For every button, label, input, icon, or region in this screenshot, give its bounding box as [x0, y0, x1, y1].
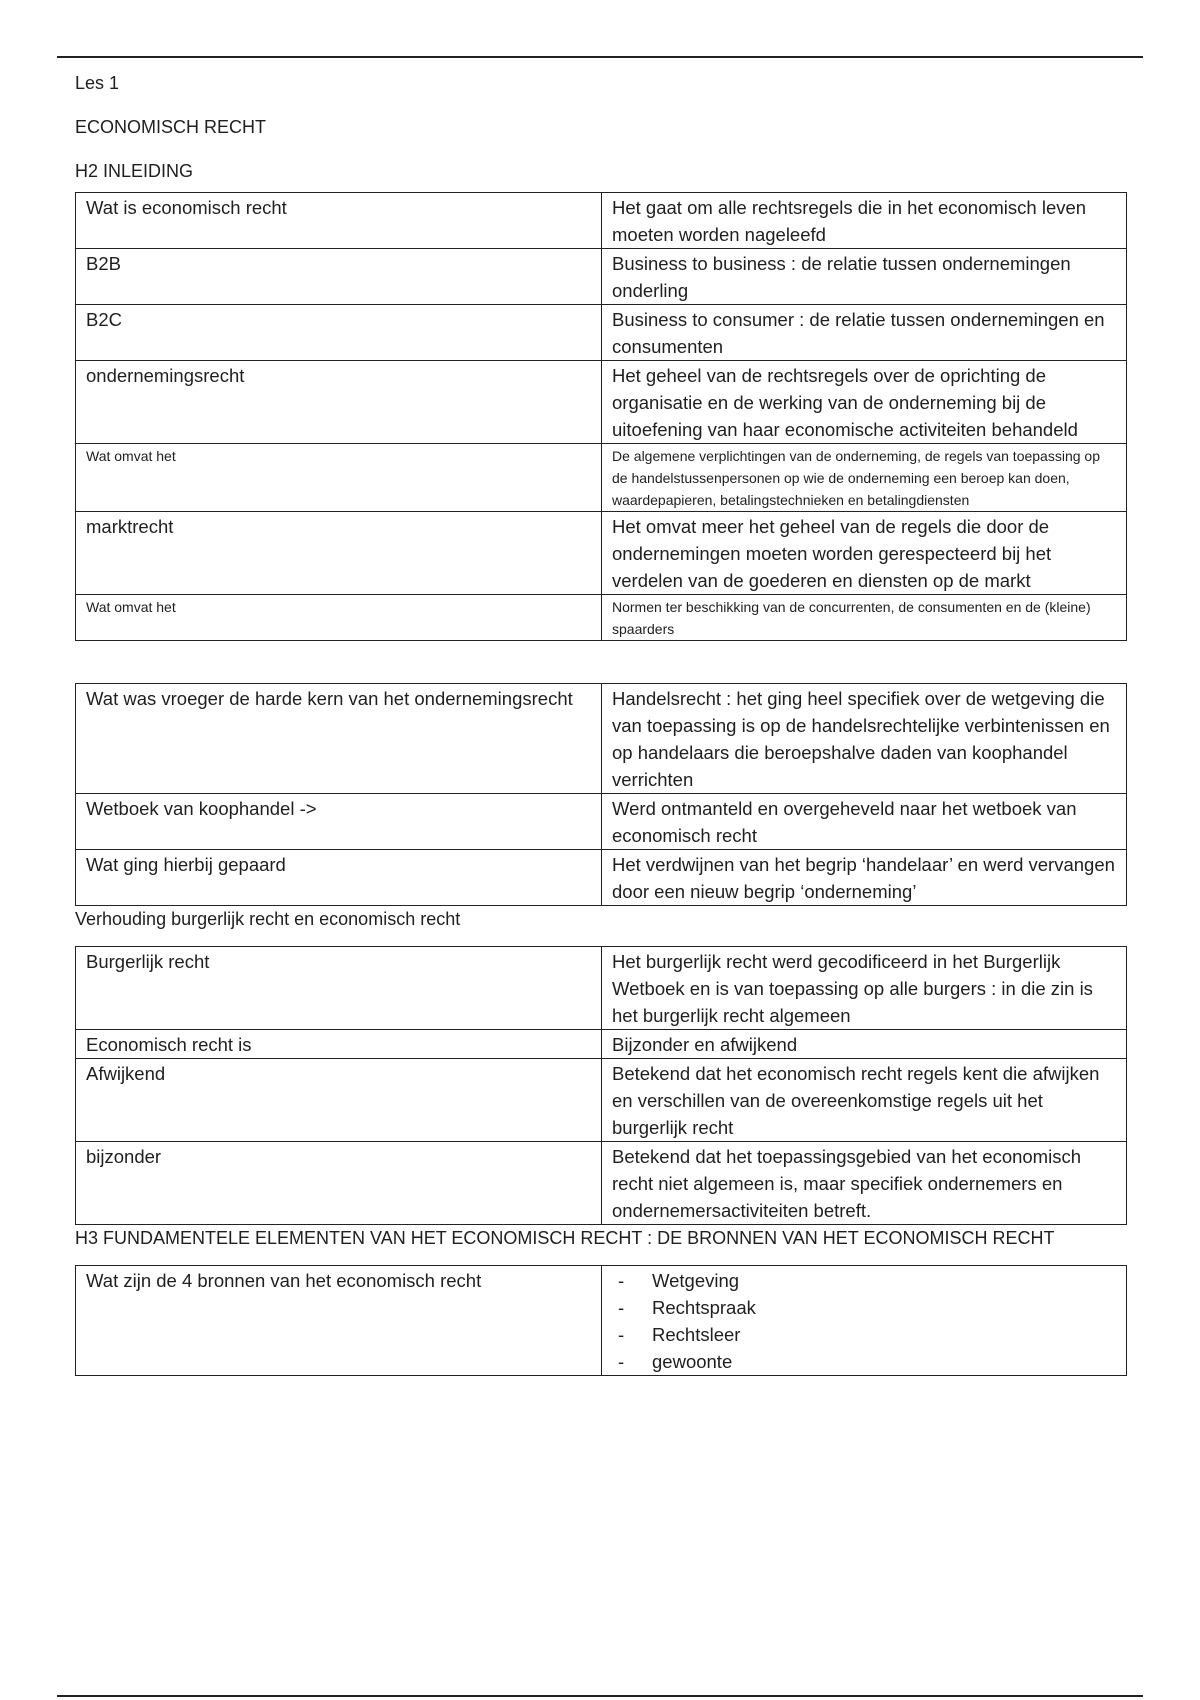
definition-cell: Bijzonder en afwijkend — [602, 1030, 1127, 1059]
table-row — [76, 512, 1127, 595]
term-cell: Afwijkend — [76, 1059, 602, 1142]
term-cell: B2B — [76, 249, 602, 305]
list-item: - Rechtsleer — [612, 1321, 1116, 1348]
table-row — [76, 1030, 1127, 1059]
table-row — [76, 193, 1127, 249]
definition-cell: Handelsrecht : het ging heel specifiek over de wetgeving die van toepassing is op de handelsrechtelijke verbintenissen en op handelaars die beroepshalve daden van koophandel verrichten — [602, 684, 1127, 794]
lesson-label: Les 1 — [75, 73, 120, 93]
table-row — [76, 1266, 1127, 1376]
term-cell: Wat zijn de 4 bronnen van het economisch recht — [76, 1266, 602, 1376]
definitions-table-inleiding — [75, 192, 1127, 641]
section-heading-h3: H3 FUNDAMENTELE ELEMENTEN VAN HET ECONOMISCH RECHT : DE BRONNEN VAN HET ECONOMISCH RECHT — [75, 1228, 1055, 1248]
term-cell: Wat is economisch recht — [76, 193, 602, 249]
definition-cell: Werd ontmanteld en overgeheveld naar het wetboek van economisch recht — [602, 794, 1127, 850]
top-rule — [57, 56, 1143, 58]
definition-cell: Het omvat meer het geheel van de regels die door de ondernemingen moeten worden gerespecteerd bij het verdelen van de goederen en diensten op de markt — [602, 512, 1127, 595]
list-item: - Wetgeving — [612, 1267, 1116, 1294]
term-cell: marktrecht — [76, 512, 602, 595]
table-row — [76, 684, 1127, 794]
term-cell: Wetboek van koophandel -> — [76, 794, 602, 850]
table-row — [76, 1142, 1127, 1225]
course-title: ECONOMISCH RECHT — [75, 117, 267, 137]
definitions-table-verhouding — [75, 946, 1127, 1225]
definition-cell: Het burgerlijk recht werd gecodificeerd in het Burgerlijk Wetboek en is van toepassing op alle burgers : in die zin is het burgerlijk recht algemeen — [602, 947, 1127, 1030]
definition-cell: Business to consumer : de relatie tussen ondernemingen en consumenten — [602, 305, 1127, 361]
definition-cell: Het geheel van de rechtsregels over de oprichting de organisatie en de werking van de onderneming bij de uitoefening van haar economische activiteiten behandeld — [602, 361, 1127, 444]
definition-cell: Het gaat om alle rechtsregels die in het economisch leven moeten worden nageleefd — [602, 193, 1127, 249]
term-cell: Economisch recht is — [76, 1030, 602, 1059]
definition-cell: Het verdwijnen van het begrip ‘handelaar’ en werd vervangen door een nieuw begrip ‘onderneming’ — [602, 850, 1127, 906]
term-cell: B2C — [76, 305, 602, 361]
table-row — [76, 595, 1127, 641]
sources-list — [612, 1267, 1116, 1375]
table-row — [76, 850, 1127, 906]
table-row — [76, 794, 1127, 850]
term-cell: ondernemingsrecht — [76, 361, 602, 444]
definition-cell: Normen ter beschikking van de concurrenten, de consumenten en de (kleine) spaarders — [602, 595, 1127, 641]
term-cell: Wat omvat het — [76, 444, 602, 512]
bottom-rule — [57, 1695, 1143, 1697]
chapter-heading: H2 INLEIDING — [75, 161, 194, 181]
term-cell: bijzonder — [76, 1142, 602, 1225]
table-row — [76, 1059, 1127, 1142]
table-row — [76, 444, 1127, 512]
definitions-table-bronnen — [75, 1265, 1127, 1376]
term-cell: Wat omvat het — [76, 595, 602, 641]
list-item: - gewoonte — [612, 1348, 1116, 1375]
table-row — [76, 249, 1127, 305]
document-body — [75, 70, 1130, 1376]
table-row — [76, 947, 1127, 1030]
definition-cell — [602, 1266, 1127, 1376]
table-row — [76, 305, 1127, 361]
term-cell: Wat ging hierbij gepaard — [76, 850, 602, 906]
definition-cell: Betekend dat het toepassingsgebied van het economisch recht niet algemeen is, maar specifiek ondernemers en ondernemersactiviteiten betreft. — [602, 1142, 1127, 1225]
list-item: - Rechtspraak — [612, 1294, 1116, 1321]
section-heading-verhouding: Verhouding burgerlijk recht en economisch recht — [75, 909, 461, 929]
term-cell: Burgerlijk recht — [76, 947, 602, 1030]
term-cell: Wat was vroeger de harde kern van het ondernemingsrecht — [76, 684, 602, 794]
table-row — [76, 361, 1127, 444]
definition-cell: De algemene verplichtingen van de onderneming, de regels van toepassing op de handelstussenpersonen op wie de onderneming een beroep kan doen, waardepapieren, betalingstechnieken en betalingdiensten — [602, 444, 1127, 512]
definition-cell: Betekend dat het economisch recht regels kent die afwijken en verschillen van de overeenkomstige regels uit het burgerlijk recht — [602, 1059, 1127, 1142]
definitions-table-handelsrecht — [75, 683, 1127, 906]
definition-cell: Business to business : de relatie tussen ondernemingen onderling — [602, 249, 1127, 305]
